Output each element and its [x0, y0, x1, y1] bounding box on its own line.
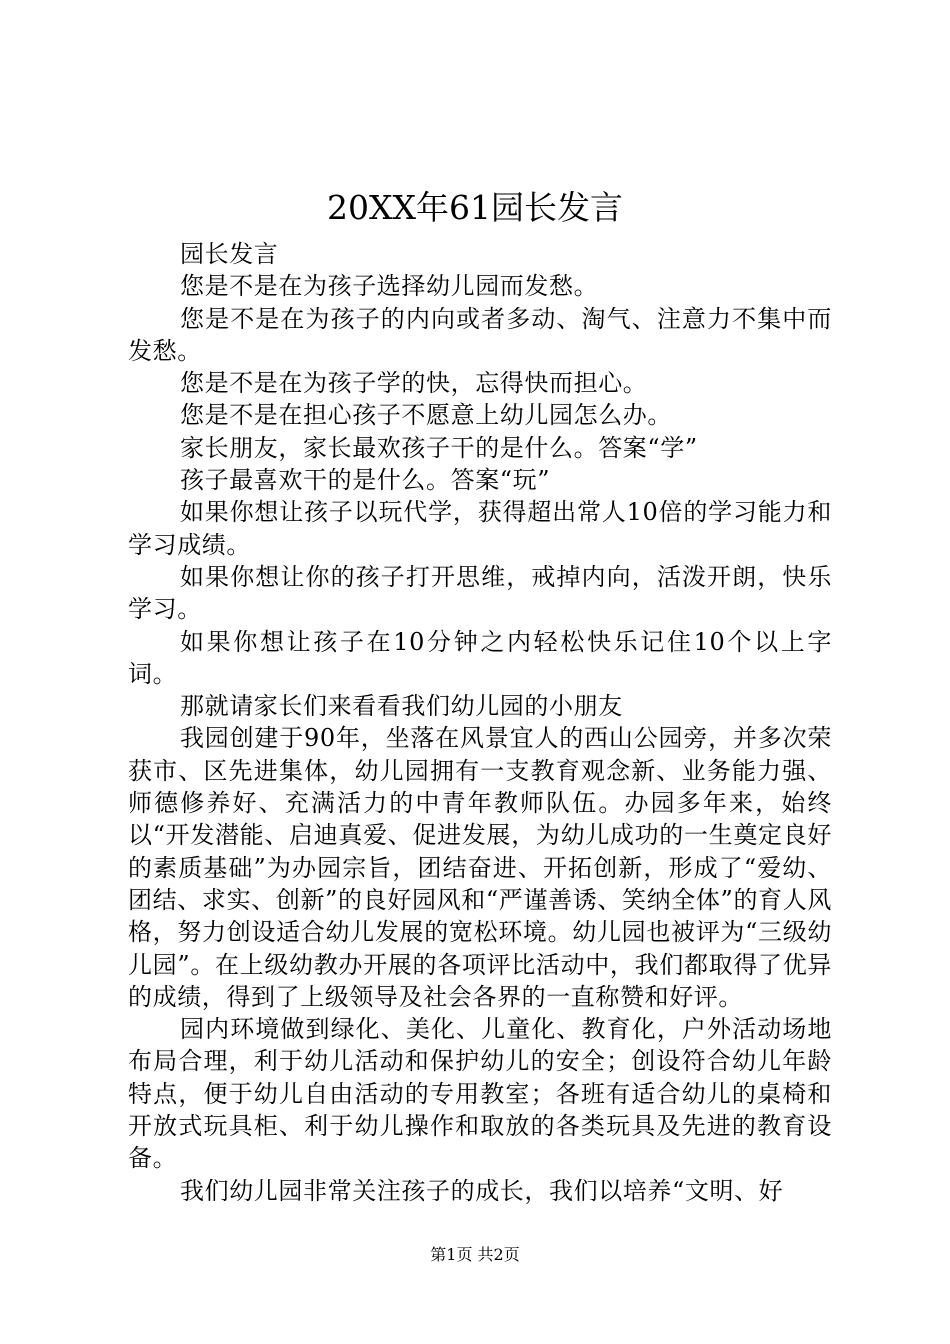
paragraph: 您是不是在担心孩子不愿意上幼儿园怎么办。 — [180, 401, 672, 430]
page-footer: 第1页 共2页 — [430, 1245, 520, 1264]
paragraph: 如果你想让孩子在10分钟之内轻松快乐记住10个以上字词。 — [128, 627, 832, 688]
paragraph: 我们幼儿园非常关注孩子的成长，我们以培养“文明、好 — [180, 1176, 784, 1205]
paragraph: 那就请家长们来看看我们幼儿园的小朋友 — [180, 692, 623, 721]
paragraph: 家长朋友，家长最欢孩子干的是什么。答案“学” — [180, 433, 698, 462]
paragraph: 如果你想让孩子以玩代学，获得超出常人10倍的学习能力和学习成绩。 — [128, 498, 832, 559]
paragraph: 如果你想让你的孩子打开思维，戒掉内向，活泼开朗，快乐学习。 — [128, 562, 832, 624]
paragraph: 我园创建于90年，坐落在风景宜人的西山公园旁，并多次荣获市、区先进集体，幼儿园拥有一支教育观念新、业务能力强、师德修养好、充满活力的中青年教师队伍。办园多年来，始终以“开发潜能、启迪真爱、促进发展，为幼儿成功的一生奠定良好的素质基础”为办园宗旨，团结奋进、开拓创新，形成了“爱幼、团结、求实、创新”的良好园风和“严谨善诱、笑纳全体”的育人风格，努力创设适合幼儿发展的宽松环境。幼儿园也被评为“三级幼儿园”。在上级幼教办开展的各项评比活动中，我们都取得了优异的成绩，得到了上级领导及社会各界的一直称赞和好评。 — [128, 724, 832, 1011]
paragraph: 园长发言 — [180, 240, 279, 268]
paragraph: 园内环境做到绿化、美化、儿童化、教育化，户外活动场地布局合理，利于幼儿活动和保护幼儿的安全；创设符合幼儿年龄特点，便于幼儿自由活动的专用教室；各班有适合幼儿的桌椅和开放式玩具柜、利于幼儿操作和取放的各类玩具及先进的教育设备。 — [128, 1015, 832, 1173]
paragraph: 您是不是在为孩子的内向或者多动、淘气、注意力不集中而发愁。 — [128, 304, 832, 365]
paragraph: 您是不是在为孩子学的快，忘得快而担心。 — [180, 369, 648, 398]
paragraph: 您是不是在为孩子选择幼儿园而发愁。 — [180, 272, 599, 301]
document-body — [128, 238, 832, 1207]
document-title: 20XX年61园长发言 — [327, 188, 623, 227]
paragraph: 孩子最喜欢干的是什么。答案“玩” — [180, 466, 551, 495]
